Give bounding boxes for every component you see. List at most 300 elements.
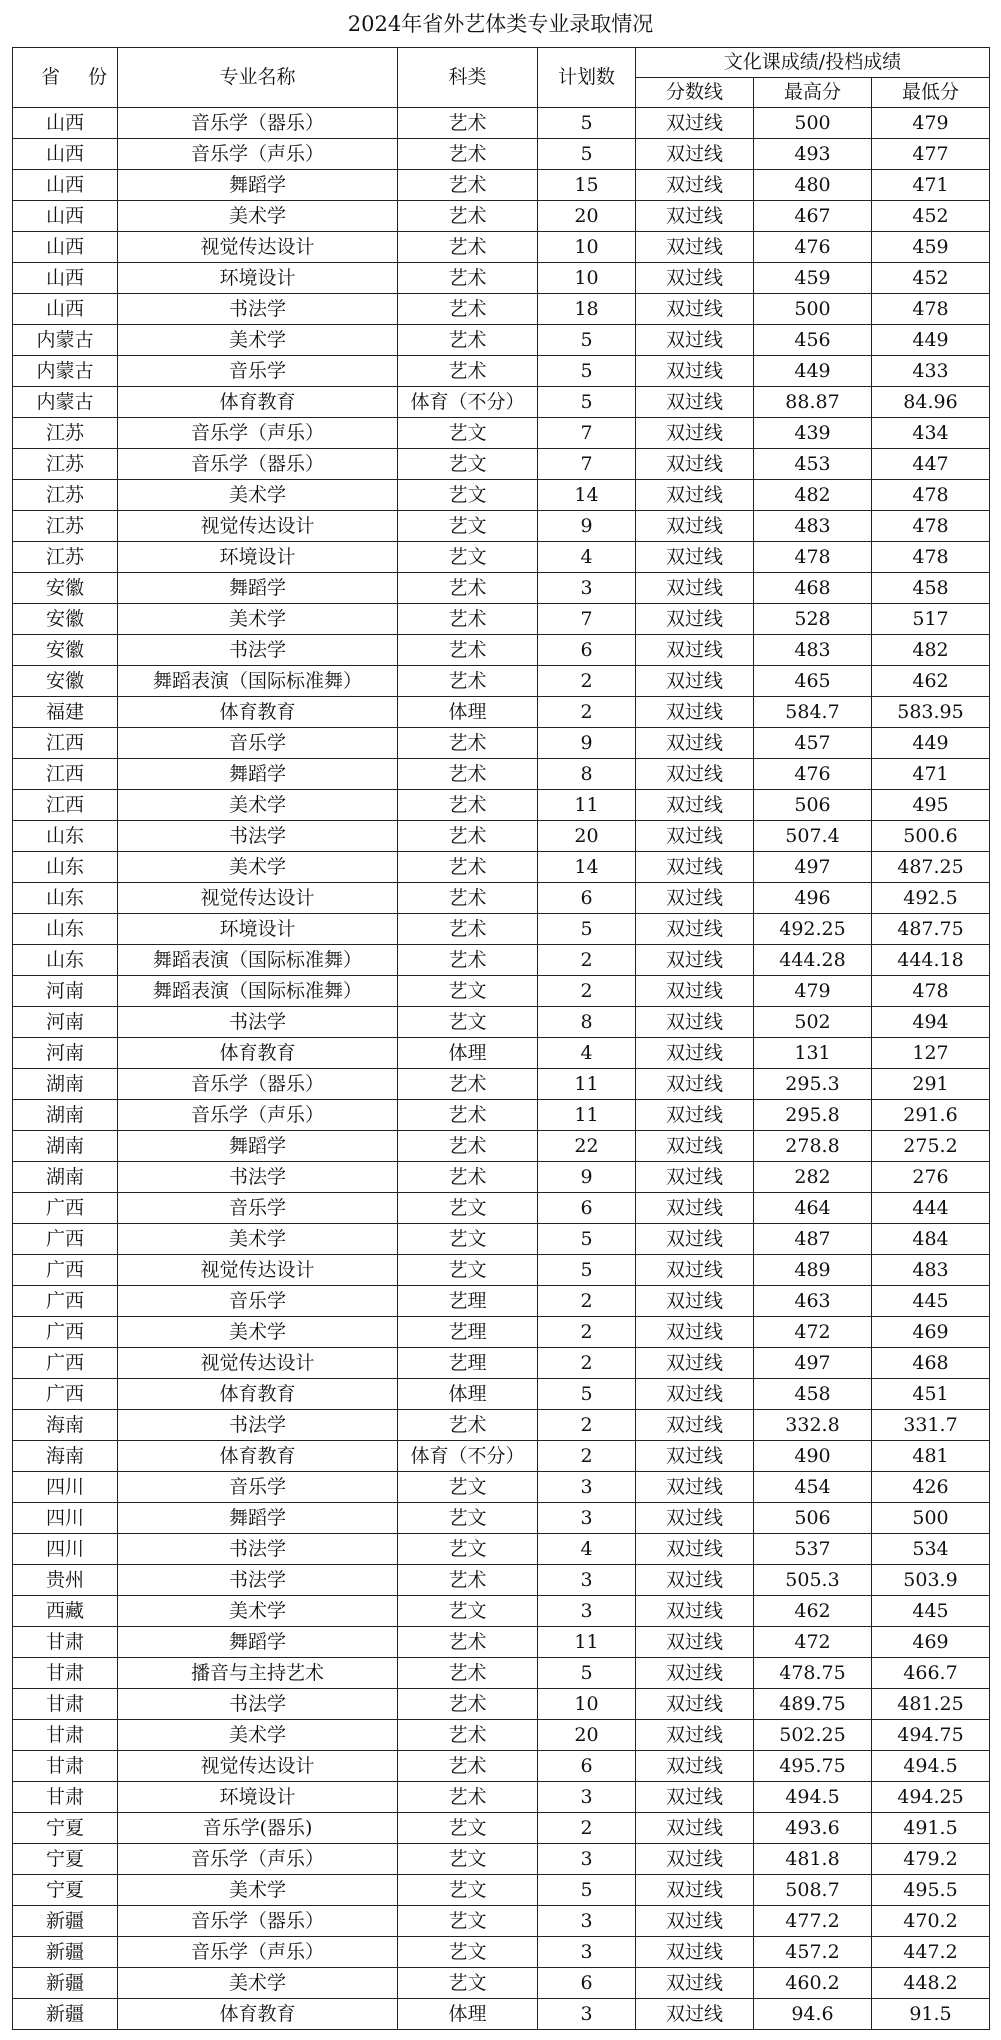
cell-category: 艺术: [398, 1782, 538, 1813]
table-row: [13, 790, 990, 821]
cell-category: 艺术: [398, 1131, 538, 1162]
cell-min: 291: [872, 1069, 990, 1100]
cell-major: 播音与主持艺术: [118, 1658, 398, 1689]
cell-max: 467: [754, 201, 872, 232]
table-row: [13, 542, 990, 573]
cell-plan: 7: [538, 604, 636, 635]
cell-max: 508.7: [754, 1875, 872, 1906]
cell-major: 音乐学: [118, 1286, 398, 1317]
cell-min: 500: [872, 1503, 990, 1534]
cell-category: 艺术: [398, 1565, 538, 1596]
cell-max: 295.8: [754, 1100, 872, 1131]
cell-major: 环境设计: [118, 1782, 398, 1813]
cell-plan: 2: [538, 666, 636, 697]
cell-category: 艺术: [398, 294, 538, 325]
cell-min: 495: [872, 790, 990, 821]
cell-max: 537: [754, 1534, 872, 1565]
cell-max: 506: [754, 1503, 872, 1534]
cell-province: 河南: [13, 976, 118, 1007]
cell-major: 舞蹈学: [118, 1627, 398, 1658]
table-row: [13, 1751, 990, 1782]
cell-province: 广西: [13, 1317, 118, 1348]
cell-min: 478: [872, 294, 990, 325]
header-max: 最高分: [754, 78, 872, 108]
cell-major: 美术学: [118, 325, 398, 356]
cell-province: 四川: [13, 1503, 118, 1534]
cell-province: 江西: [13, 759, 118, 790]
cell-major: 音乐学: [118, 356, 398, 387]
cell-line: 双过线: [636, 914, 754, 945]
cell-province: 新疆: [13, 1968, 118, 1999]
cell-major: 书法学: [118, 635, 398, 666]
cell-major: 美术学: [118, 1596, 398, 1627]
cell-min: 426: [872, 1472, 990, 1503]
table-row: [13, 294, 990, 325]
cell-line: 双过线: [636, 1534, 754, 1565]
header-min: 最低分: [872, 78, 990, 108]
cell-province: 广西: [13, 1348, 118, 1379]
cell-category: 艺文: [398, 418, 538, 449]
cell-province: 西藏: [13, 1596, 118, 1627]
cell-plan: 6: [538, 635, 636, 666]
cell-max: 493.6: [754, 1813, 872, 1844]
cell-plan: 9: [538, 728, 636, 759]
cell-plan: 22: [538, 1131, 636, 1162]
cell-max: 439: [754, 418, 872, 449]
table-row: [13, 356, 990, 387]
cell-line: 双过线: [636, 1193, 754, 1224]
cell-plan: 7: [538, 449, 636, 480]
cell-major: 音乐学（声乐）: [118, 1844, 398, 1875]
cell-min: 471: [872, 759, 990, 790]
cell-plan: 5: [538, 914, 636, 945]
table-row: [13, 1999, 990, 2030]
cell-min: 451: [872, 1379, 990, 1410]
cell-min: 462: [872, 666, 990, 697]
cell-plan: 11: [538, 1627, 636, 1658]
cell-plan: 15: [538, 170, 636, 201]
cell-max: 456: [754, 325, 872, 356]
header-category: 科类: [398, 48, 538, 108]
cell-major: 音乐学（器乐）: [118, 1069, 398, 1100]
cell-major: 音乐学（声乐）: [118, 139, 398, 170]
cell-category: 艺术: [398, 573, 538, 604]
table-row: [13, 697, 990, 728]
header-line: 分数线: [636, 78, 754, 108]
cell-line: 双过线: [636, 294, 754, 325]
cell-province: 江西: [13, 728, 118, 759]
table-row: [13, 945, 990, 976]
cell-province: 山西: [13, 232, 118, 263]
cell-min: 452: [872, 201, 990, 232]
cell-min: 492.5: [872, 883, 990, 914]
cell-category: 体理: [398, 697, 538, 728]
cell-line: 双过线: [636, 1658, 754, 1689]
table-row: [13, 387, 990, 418]
cell-max: 496: [754, 883, 872, 914]
cell-max: 282: [754, 1162, 872, 1193]
cell-category: 艺文: [398, 1503, 538, 1534]
cell-province: 江苏: [13, 449, 118, 480]
cell-line: 双过线: [636, 1472, 754, 1503]
cell-major: 书法学: [118, 1007, 398, 1038]
cell-max: 481.8: [754, 1844, 872, 1875]
cell-category: 艺文: [398, 449, 538, 480]
cell-min: 468: [872, 1348, 990, 1379]
cell-min: 433: [872, 356, 990, 387]
cell-line: 双过线: [636, 604, 754, 635]
cell-plan: 2: [538, 1441, 636, 1472]
cell-plan: 18: [538, 294, 636, 325]
cell-min: 478: [872, 511, 990, 542]
table-row: [13, 914, 990, 945]
table-row: [13, 480, 990, 511]
table-row: [13, 1069, 990, 1100]
cell-min: 494.75: [872, 1720, 990, 1751]
cell-plan: 7: [538, 418, 636, 449]
table-row: [13, 976, 990, 1007]
cell-major: 音乐学（器乐）: [118, 449, 398, 480]
cell-max: 463: [754, 1286, 872, 1317]
cell-province: 甘肃: [13, 1782, 118, 1813]
cell-plan: 6: [538, 883, 636, 914]
cell-plan: 10: [538, 263, 636, 294]
cell-line: 双过线: [636, 728, 754, 759]
cell-category: 艺文: [398, 1534, 538, 1565]
cell-major: 体育教育: [118, 1999, 398, 2030]
table-row: [13, 1348, 990, 1379]
cell-major: 视觉传达设计: [118, 232, 398, 263]
cell-major: 舞蹈学: [118, 1503, 398, 1534]
cell-plan: 6: [538, 1193, 636, 1224]
cell-min: 494: [872, 1007, 990, 1038]
cell-major: 音乐学（声乐）: [118, 418, 398, 449]
cell-plan: 3: [538, 1906, 636, 1937]
cell-min: 478: [872, 976, 990, 1007]
cell-category: 艺术: [398, 883, 538, 914]
cell-max: 332.8: [754, 1410, 872, 1441]
cell-major: 美术学: [118, 790, 398, 821]
cell-line: 双过线: [636, 1410, 754, 1441]
cell-major: 书法学: [118, 1162, 398, 1193]
cell-min: 445: [872, 1286, 990, 1317]
table-row: [13, 1131, 990, 1162]
cell-category: 艺文: [398, 1937, 538, 1968]
table-row: [13, 1720, 990, 1751]
cell-max: 489: [754, 1255, 872, 1286]
cell-max: 483: [754, 511, 872, 542]
cell-max: 479: [754, 976, 872, 1007]
cell-province: 福建: [13, 697, 118, 728]
cell-province: 江苏: [13, 418, 118, 449]
cell-category: 体理: [398, 1038, 538, 1069]
cell-max: 507.4: [754, 821, 872, 852]
table-row: [13, 511, 990, 542]
cell-province: 内蒙古: [13, 356, 118, 387]
cell-province: 广西: [13, 1255, 118, 1286]
cell-min: 477: [872, 139, 990, 170]
cell-max: 584.7: [754, 697, 872, 728]
table-row: [13, 1844, 990, 1875]
table-row: [13, 1689, 990, 1720]
table-row: [13, 1286, 990, 1317]
cell-major: 书法学: [118, 1689, 398, 1720]
cell-plan: 5: [538, 1379, 636, 1410]
table-row: [13, 1255, 990, 1286]
cell-major: 环境设计: [118, 914, 398, 945]
cell-min: 291.6: [872, 1100, 990, 1131]
cell-min: 449: [872, 325, 990, 356]
cell-province: 四川: [13, 1472, 118, 1503]
cell-min: 469: [872, 1627, 990, 1658]
cell-category: 艺术: [398, 1162, 538, 1193]
table-row: [13, 1534, 990, 1565]
cell-max: 94.6: [754, 1999, 872, 2030]
cell-min: 478: [872, 480, 990, 511]
cell-province: 新疆: [13, 1999, 118, 2030]
cell-min: 447.2: [872, 1937, 990, 1968]
cell-major: 书法学: [118, 821, 398, 852]
cell-max: 497: [754, 1348, 872, 1379]
cell-category: 艺术: [398, 914, 538, 945]
cell-plan: 2: [538, 697, 636, 728]
table-row: [13, 604, 990, 635]
cell-line: 双过线: [636, 1627, 754, 1658]
cell-max: 457: [754, 728, 872, 759]
cell-major: 音乐学(器乐): [118, 1813, 398, 1844]
cell-category: 艺理: [398, 1348, 538, 1379]
cell-major: 舞蹈学: [118, 1131, 398, 1162]
cell-line: 双过线: [636, 1751, 754, 1782]
cell-max: 464: [754, 1193, 872, 1224]
table-row: [13, 1627, 990, 1658]
cell-province: 湖南: [13, 1131, 118, 1162]
cell-plan: 9: [538, 511, 636, 542]
cell-min: 466.7: [872, 1658, 990, 1689]
cell-province: 湖南: [13, 1100, 118, 1131]
cell-major: 书法学: [118, 1565, 398, 1596]
cell-max: 493: [754, 139, 872, 170]
table-row: [13, 1813, 990, 1844]
cell-max: 458: [754, 1379, 872, 1410]
table-row: [13, 1472, 990, 1503]
cell-plan: 2: [538, 1410, 636, 1441]
cell-max: 449: [754, 356, 872, 387]
cell-province: 新疆: [13, 1906, 118, 1937]
cell-max: 278.8: [754, 1131, 872, 1162]
cell-line: 双过线: [636, 573, 754, 604]
table-row: [13, 1379, 990, 1410]
cell-category: 艺术: [398, 263, 538, 294]
table-row: [13, 821, 990, 852]
cell-min: 483: [872, 1255, 990, 1286]
cell-line: 双过线: [636, 697, 754, 728]
cell-min: 471: [872, 170, 990, 201]
cell-category: 体理: [398, 1999, 538, 2030]
cell-line: 双过线: [636, 1317, 754, 1348]
cell-line: 双过线: [636, 1379, 754, 1410]
cell-category: 艺术: [398, 1751, 538, 1782]
cell-province: 河南: [13, 1038, 118, 1069]
cell-plan: 3: [538, 1565, 636, 1596]
cell-max: 472: [754, 1627, 872, 1658]
cell-plan: 2: [538, 1813, 636, 1844]
cell-line: 双过线: [636, 945, 754, 976]
table-row: [13, 1937, 990, 1968]
cell-line: 双过线: [636, 1348, 754, 1379]
cell-province: 湖南: [13, 1069, 118, 1100]
table-row: [13, 1162, 990, 1193]
cell-max: 497: [754, 852, 872, 883]
cell-plan: 10: [538, 1689, 636, 1720]
cell-major: 书法学: [118, 1410, 398, 1441]
cell-major: 环境设计: [118, 263, 398, 294]
cell-line: 双过线: [636, 1441, 754, 1472]
cell-max: 489.75: [754, 1689, 872, 1720]
cell-province: 河南: [13, 1007, 118, 1038]
cell-major: 舞蹈学: [118, 759, 398, 790]
cell-category: 艺术: [398, 232, 538, 263]
cell-province: 山东: [13, 914, 118, 945]
cell-province: 江西: [13, 790, 118, 821]
table-row: [13, 1596, 990, 1627]
cell-category: 艺文: [398, 1255, 538, 1286]
cell-province: 山西: [13, 170, 118, 201]
cell-major: 美术学: [118, 1317, 398, 1348]
cell-province: 甘肃: [13, 1689, 118, 1720]
cell-province: 山西: [13, 263, 118, 294]
cell-max: 88.87: [754, 387, 872, 418]
cell-plan: 6: [538, 1968, 636, 1999]
page-title: 2024年省外艺体类专业录取情况: [347, 12, 654, 36]
cell-max: 480: [754, 170, 872, 201]
cell-plan: 3: [538, 573, 636, 604]
cell-max: 478: [754, 542, 872, 573]
cell-line: 双过线: [636, 480, 754, 511]
table-row: [13, 1317, 990, 1348]
cell-plan: 14: [538, 852, 636, 883]
cell-plan: 4: [538, 542, 636, 573]
cell-min: 487.25: [872, 852, 990, 883]
cell-major: 音乐学（器乐）: [118, 1906, 398, 1937]
cell-line: 双过线: [636, 1596, 754, 1627]
cell-province: 新疆: [13, 1937, 118, 1968]
cell-max: 460.2: [754, 1968, 872, 1999]
cell-category: 艺理: [398, 1286, 538, 1317]
cell-min: 500.6: [872, 821, 990, 852]
cell-line: 双过线: [636, 1224, 754, 1255]
cell-plan: 20: [538, 201, 636, 232]
cell-plan: 3: [538, 1503, 636, 1534]
cell-major: 体育教育: [118, 697, 398, 728]
cell-max: 506: [754, 790, 872, 821]
cell-line: 双过线: [636, 1906, 754, 1937]
cell-min: 444: [872, 1193, 990, 1224]
table-row: [13, 1503, 990, 1534]
cell-province: 广西: [13, 1286, 118, 1317]
cell-plan: 3: [538, 1844, 636, 1875]
cell-category: 艺文: [398, 1875, 538, 1906]
cell-plan: 5: [538, 356, 636, 387]
cell-max: 459: [754, 263, 872, 294]
table-row: [13, 1224, 990, 1255]
cell-province: 江苏: [13, 480, 118, 511]
cell-line: 双过线: [636, 542, 754, 573]
cell-major: 环境设计: [118, 542, 398, 573]
cell-line: 双过线: [636, 759, 754, 790]
cell-category: 艺文: [398, 542, 538, 573]
cell-plan: 11: [538, 1069, 636, 1100]
cell-major: 舞蹈表演（国际标准舞）: [118, 945, 398, 976]
cell-plan: 5: [538, 387, 636, 418]
cell-category: 艺文: [398, 1472, 538, 1503]
cell-max: 444.28: [754, 945, 872, 976]
cell-province: 江苏: [13, 542, 118, 573]
cell-line: 双过线: [636, 263, 754, 294]
cell-min: 503.9: [872, 1565, 990, 1596]
cell-category: 体理: [398, 1379, 538, 1410]
cell-line: 双过线: [636, 883, 754, 914]
cell-line: 双过线: [636, 1844, 754, 1875]
cell-category: 艺术: [398, 728, 538, 759]
cell-line: 双过线: [636, 666, 754, 697]
cell-major: 音乐学（声乐）: [118, 1100, 398, 1131]
cell-province: 山东: [13, 852, 118, 883]
table-row: [13, 759, 990, 790]
cell-category: 艺术: [398, 1100, 538, 1131]
cell-category: 艺文: [398, 976, 538, 1007]
cell-major: 美术学: [118, 1968, 398, 1999]
cell-min: 127: [872, 1038, 990, 1069]
cell-max: 476: [754, 759, 872, 790]
cell-category: 艺术: [398, 635, 538, 666]
cell-province: 湖南: [13, 1162, 118, 1193]
table-row: [13, 1906, 990, 1937]
cell-min: 276: [872, 1162, 990, 1193]
cell-province: 甘肃: [13, 1720, 118, 1751]
cell-min: 479: [872, 108, 990, 139]
cell-line: 双过线: [636, 139, 754, 170]
cell-line: 双过线: [636, 635, 754, 666]
cell-plan: 3: [538, 1937, 636, 1968]
cell-major: 美术学: [118, 604, 398, 635]
cell-category: 艺术: [398, 1720, 538, 1751]
header-province: 省份: [13, 48, 118, 108]
table-row: [13, 1410, 990, 1441]
cell-min: 481.25: [872, 1689, 990, 1720]
cell-major: 视觉传达设计: [118, 1751, 398, 1782]
cell-category: 艺术: [398, 201, 538, 232]
cell-major: 书法学: [118, 294, 398, 325]
table-row: [13, 263, 990, 294]
header-major: 专业名称: [118, 48, 398, 108]
cell-category: 艺文: [398, 1224, 538, 1255]
cell-min: 517: [872, 604, 990, 635]
cell-min: 447: [872, 449, 990, 480]
cell-line: 双过线: [636, 201, 754, 232]
cell-line: 双过线: [636, 821, 754, 852]
cell-min: 469: [872, 1317, 990, 1348]
cell-line: 双过线: [636, 1007, 754, 1038]
cell-province: 山西: [13, 139, 118, 170]
cell-category: 艺文: [398, 1844, 538, 1875]
cell-category: 体育（不分）: [398, 387, 538, 418]
table-row: [13, 1038, 990, 1069]
cell-line: 双过线: [636, 1503, 754, 1534]
cell-major: 音乐学（器乐）: [118, 108, 398, 139]
cell-min: 487.75: [872, 914, 990, 945]
cell-province: 安徽: [13, 635, 118, 666]
